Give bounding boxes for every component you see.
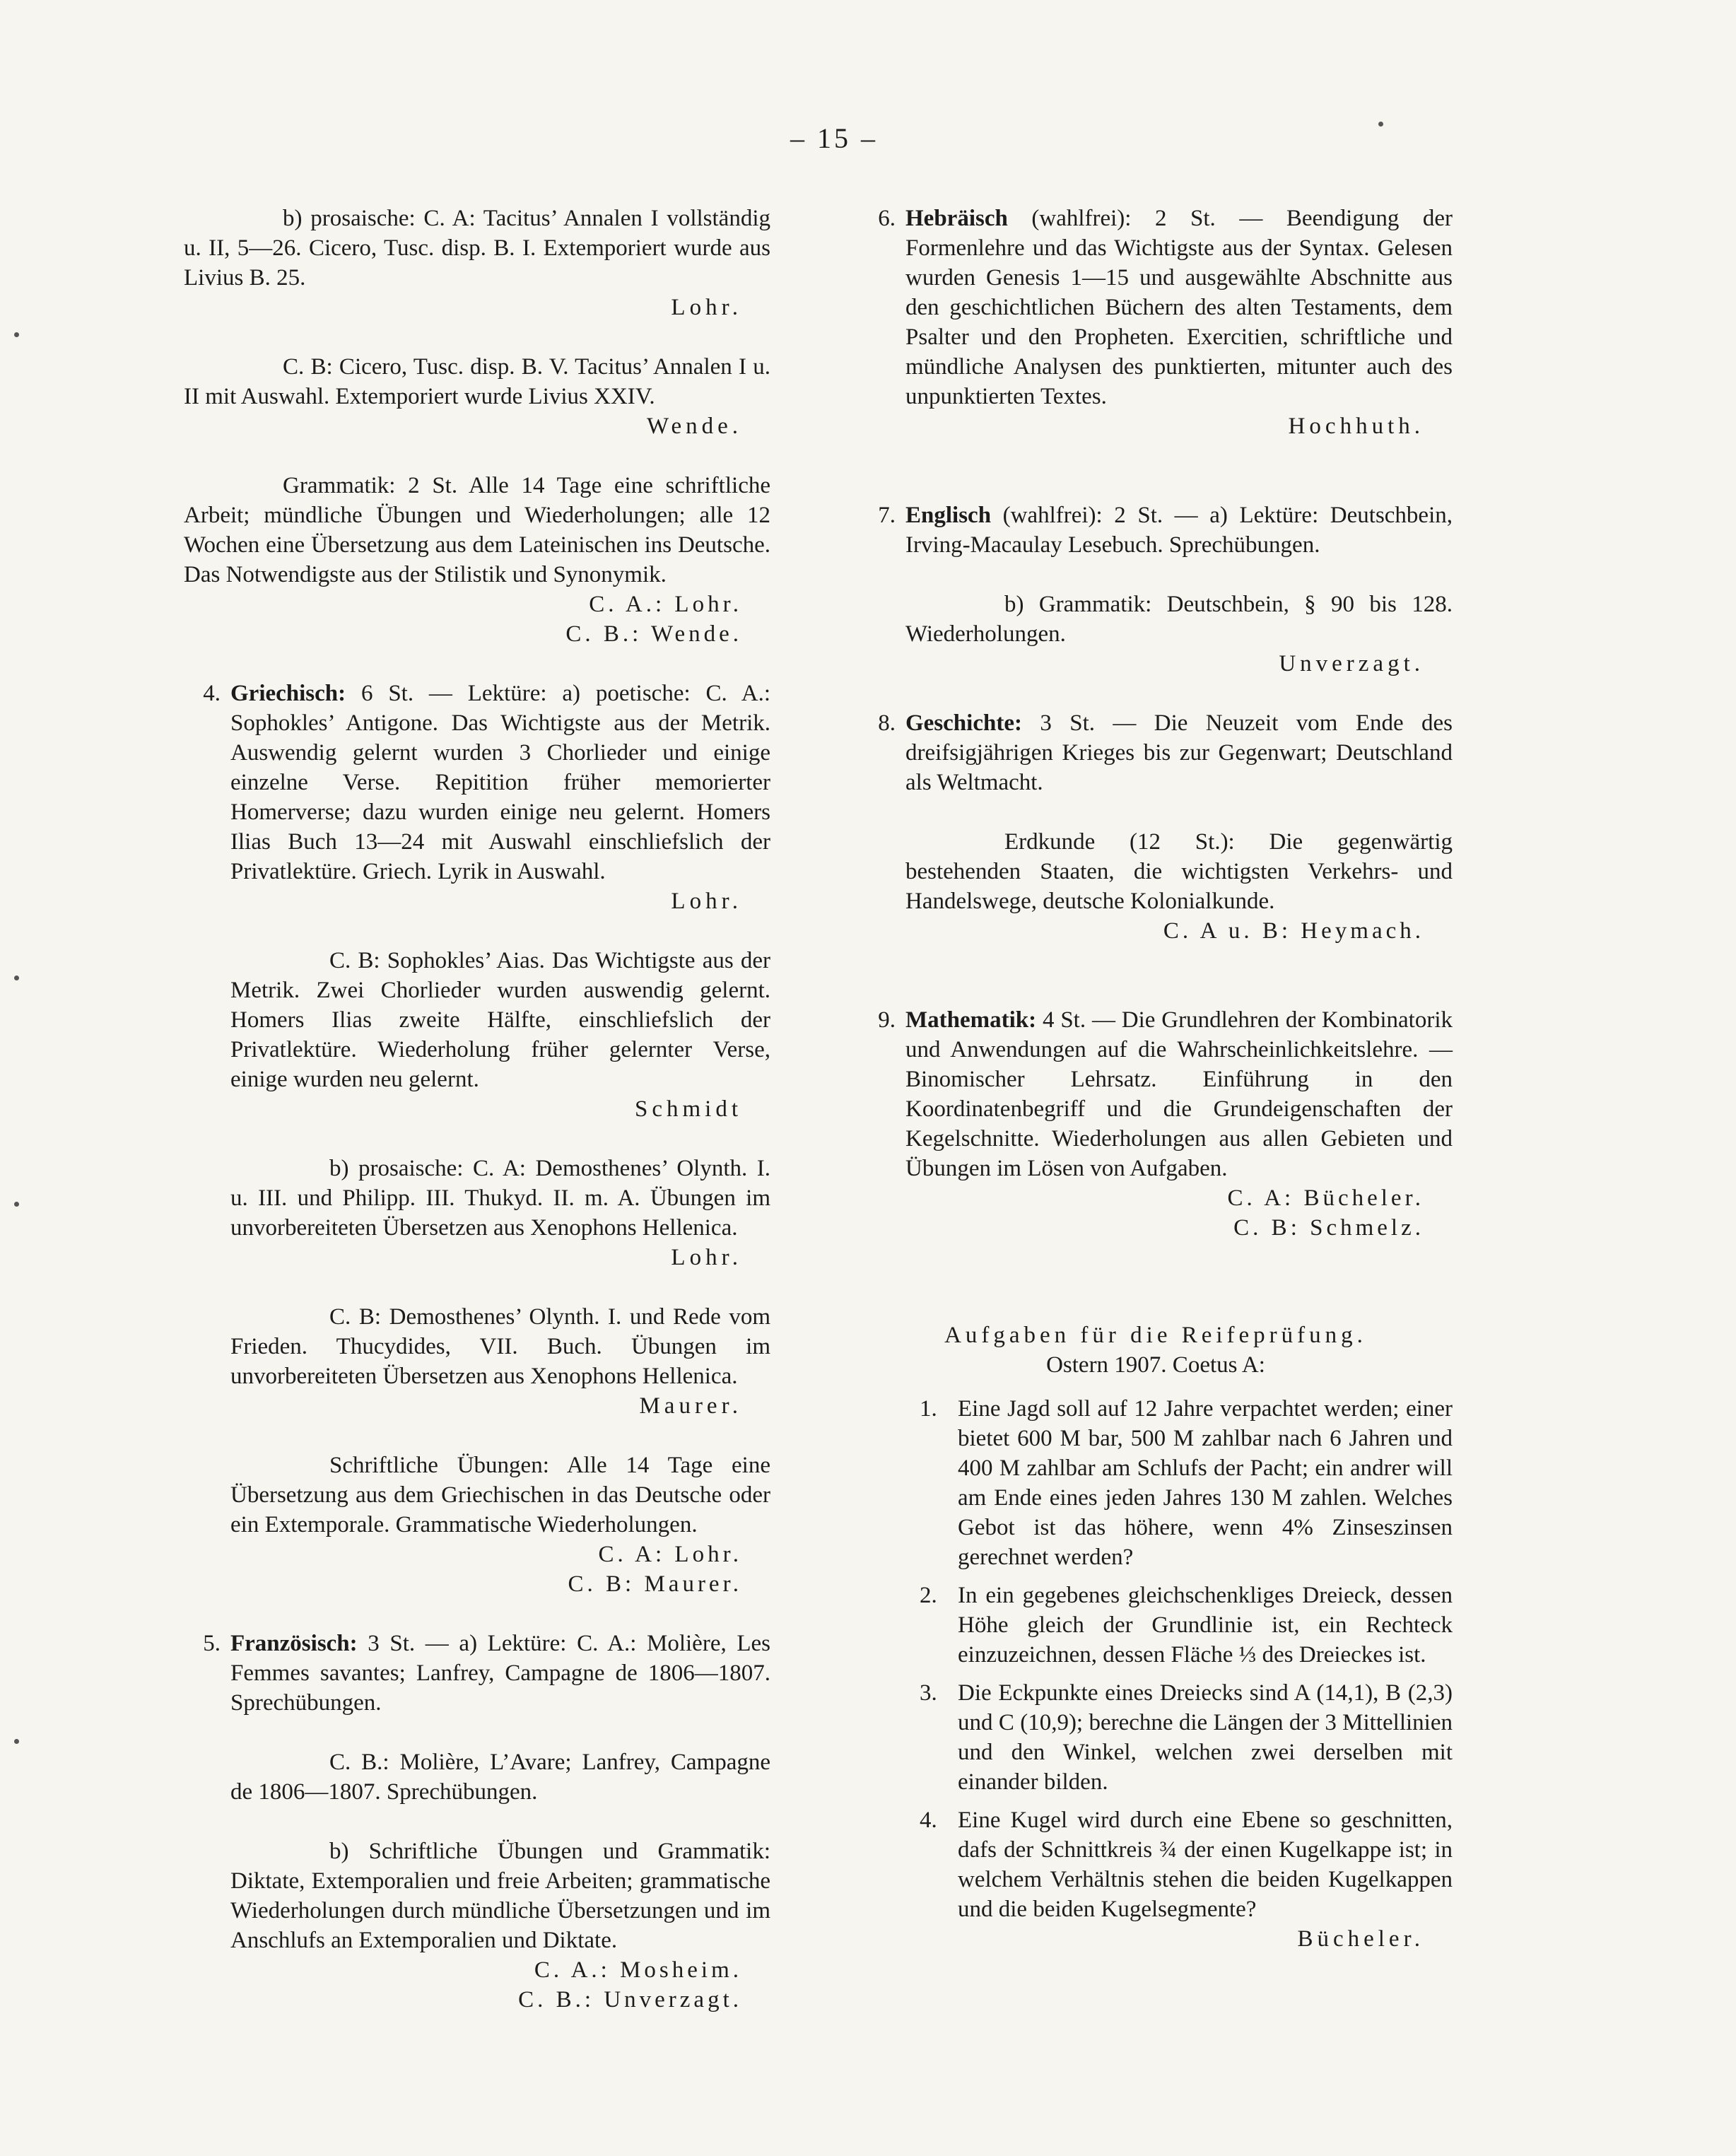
section-franzoesisch: 5. Französisch: 3 St. — a) Lektüre: C. A.: Molière, Les Femmes savantes; Lanfrey, Campagne de 1806—1807. Sprechübungen. xyxy=(184,1629,770,1718)
teacher-name: C. B: Maurer. xyxy=(568,1571,742,1597)
section-number: 7. xyxy=(878,503,896,528)
section-heading: Geschichte: xyxy=(905,710,1022,736)
section-number: 9. xyxy=(878,1007,896,1033)
franzoesisch-cb: C. B.: Molière, L’Avare; Lanfrey, Campagne de 1806—1807. Sprechübungen. xyxy=(230,1750,770,1805)
aufgabe-item: 2. In ein gegebenes gleichschenkliges Dreieck, dessen Höhe gleich der Grundlinie ist, ein Rechteck einzuzeichnen, dessen Fläche ⅓ des Dreieckes ist. xyxy=(920,1583,1453,1668)
teacher-name: Hochhuth. xyxy=(1288,414,1424,439)
teacher-name: Lohr. xyxy=(671,295,742,320)
scan-speck xyxy=(1378,122,1383,127)
aufgaben-list xyxy=(859,1394,1453,1954)
page-number: – 15 – xyxy=(790,122,878,154)
teacher-name: C. A u. B: Heymach. xyxy=(1163,918,1424,944)
aufgaben-title: Aufgaben für die Reifeprüfung. xyxy=(944,1323,1367,1348)
teacher-name: C. B.: Unverzagt. xyxy=(518,1987,742,2013)
englisch-grammatik: b) Grammatik: Deutschbein, § 90 bis 128. Wiederholungen. Unverzagt. xyxy=(905,590,1453,679)
aufgabe-item: 1. Eine Jagd soll auf 12 Jahre verpachtet werden; einer bietet 600 M bar, 500 M zahlbar nach 6 Jahren und 400 M zahlbar am Schlufs der Pacht; ein andrer will am Ende eines jeden Jahres 130 M zahlen. Welches Gebot ist das höhere, wenn 4% Zinseszinsen gerechnet werden? xyxy=(920,1396,1453,1570)
scan-speck xyxy=(14,1739,19,1744)
latin-prosa-cb: C. B: Cicero, Tusc. disp. B. V. Tacitus’ Annalen I u. II mit Auswahl. Extemporiert wurde Livius XXIV. Wende. xyxy=(184,352,770,441)
right-column xyxy=(859,204,1453,1954)
section-heading: Hebräisch xyxy=(905,206,1008,231)
section-geschichte: 8. Geschichte: 3 St. — Die Neuzeit vom Ende des dreifsigjährigen Krieges bis zur Gegenwart; Deutschland als Weltmacht. xyxy=(859,708,1453,797)
teacher-name: C. B.: Wende. xyxy=(565,621,742,647)
scan-speck xyxy=(14,976,19,980)
teacher-name: Lohr. xyxy=(671,889,742,914)
section-heading: Englisch xyxy=(905,503,992,528)
griechisch-schriftlich: Schriftliche Übungen: Alle 14 Tage eine Übersetzung aus dem Griechischen in das Deutsche oder ein Extemporale. Grammatische Wiederholungen. xyxy=(230,1453,770,1537)
left-column xyxy=(184,204,770,2015)
section-number: 8. xyxy=(878,710,896,736)
section-heading: Griechisch: xyxy=(230,681,346,706)
geschichte-erdkunde: Erdkunde (12 St.): Die gegenwärtig bestehenden Staaten, die wichtigsten Verkehrs- und Handelswege, deutsche Kolonialkunde. xyxy=(905,829,1453,914)
griechisch-cb: C. B: Sophokles’ Aias. Das Wichtigste aus der Metrik. Zwei Chorlieder wurden auswendig gelernt. Homers Ilias zweite Hälfte, einschliefslich der Privatlektüre. Wiederholung früher gelernter Verse, einige wurden neu gelernt. Schmidt xyxy=(230,946,770,1124)
teacher-name: Wende. xyxy=(646,414,742,439)
aufgabe-item: 3. Die Eckpunkte eines Dreiecks sind A (14,1), B (2,3) und C (10,9); berechne die Längen der 3 Mittellinien und den Winkel, welchen zwei derselben mit einander bilden. xyxy=(920,1680,1453,1795)
scan-speck xyxy=(14,332,19,337)
section-mathematik: 9. Mathematik: 4 St. — Die Grundlehren der Kombinatorik und Anwendungen auf die Wahrscheinlichkeitslehre. — Binomischer Lehrsatz. Einführung in den Koordinatenbegriff und die Grundeigenschaften der Kegelschnitte. Wiederholungen aus allen Gebieten und Übungen im Lösen von Aufgaben. xyxy=(859,1005,1453,1183)
aufgaben-subtitle: Ostern 1907. Coetus A: xyxy=(1046,1352,1265,1378)
griechisch-prosa-ca: b) prosaische: C. A: Demosthenes’ Olynth. I. u. III. und Philipp. III. Thukyd. II. m. A. Übungen im unvorbereiteten Übersetzen aus Xenophons Hellenica. Lohr. xyxy=(230,1154,770,1272)
teacher-name: Bücheler. xyxy=(1297,1926,1424,1952)
section-englisch: 7. Englisch (wahlfrei): 2 St. — a) Lektüre: Deutschbein, Irving-Macaulay Lesebuch. Sprechübungen. xyxy=(859,500,1453,560)
teacher-name: C. A.: Mosheim. xyxy=(534,1957,742,1983)
section-heading: Mathematik: xyxy=(905,1007,1037,1033)
teacher-name: C. A: Bücheler. xyxy=(1227,1185,1424,1211)
franzoesisch-grammatik: b) Schriftliche Übungen und Grammatik: Diktate, Extemporalien und freie Arbeiten; grammatische Wiederholungen durch mündliche Übersetzungen und im Anschlufs an Extemporalien und Diktate. xyxy=(230,1839,770,1953)
latin-prosa-ca: b) prosaische: C. A: Tacitus’ Annalen I vollständig u. II, 5—26. Cicero, Tusc. disp. B. I. Extemporiert wurde aus Livius B. 25. Lohr. xyxy=(184,204,770,322)
teacher-name: Lohr. xyxy=(671,1245,742,1270)
section-hebraeisch: 6. Hebräisch (wahlfrei): 2 St. — Beendigung der Formenlehre und das Wichtigste aus der Syntax. Gelesen wurden Genesis 1—15 und ausgewählte Abschnitte aus den geschichtlichen Büchern des alten Testaments, dem Psalter und den Propheten. Exercitien, schriftliche und mündliche Analysen des punktierten, mitunter auch des unpunktierten Textes. Hochhuth. xyxy=(859,204,1453,441)
section-number: 6. xyxy=(878,206,896,231)
teacher-name: Maurer. xyxy=(639,1393,742,1419)
teacher-name: Schmidt xyxy=(634,1096,742,1122)
aufgabe-item: 4. Eine Kugel wird durch eine Ebene so geschnitten, dafs der Schnittkreis ¾ der einen Kugelkappe ist; in welchem Verhältnis stehen die beiden Kugelkappen und die beiden Kugelsegmente? Bücheler. xyxy=(920,1805,1453,1954)
section-heading: Französisch: xyxy=(230,1631,358,1656)
teacher-name: C. A: Lohr. xyxy=(598,1542,742,1567)
latin-grammatik: Grammatik: 2 St. Alle 14 Tage eine schriftliche Arbeit; mündliche Übungen und Wiederholungen; alle 12 Wochen eine Übersetzung aus dem Lateinischen ins Deutsche. Das Notwendigste aus der Stilistik und Synonymik. xyxy=(184,473,770,587)
griechisch-prosa-cb: C. B: Demosthenes’ Olynth. I. und Rede vom Frieden. Thucydides, VII. Buch. Übungen im unvorbereiteten Übersetzen aus Xenophons Hellenica. Maurer. xyxy=(230,1302,770,1421)
scan-speck xyxy=(14,1202,19,1207)
teacher-name: C. B: Schmelz. xyxy=(1233,1215,1424,1241)
section-number: 4. xyxy=(203,681,221,706)
section-griechisch: 4. Griechisch: 6 St. — Lektüre: a) poetische: C. A.: Sophokles’ Antigone. Das Wichtigste aus der Metrik. Auswendig gelernt wurden 3 Chorlieder und einige einzelne Verse. Repitition früher memorierter Homerverse; dazu wurden einige neu gelernt. Homers Ilias Buch 13—24 mit Auswahl einschliefslich der Privatlektüre. Griech. Lyrik in Auswahl. Lohr. xyxy=(184,679,770,916)
teacher-name: C. A.: Lohr. xyxy=(589,592,742,617)
teacher-name: Unverzagt. xyxy=(1279,651,1424,676)
section-number: 5. xyxy=(203,1631,221,1656)
